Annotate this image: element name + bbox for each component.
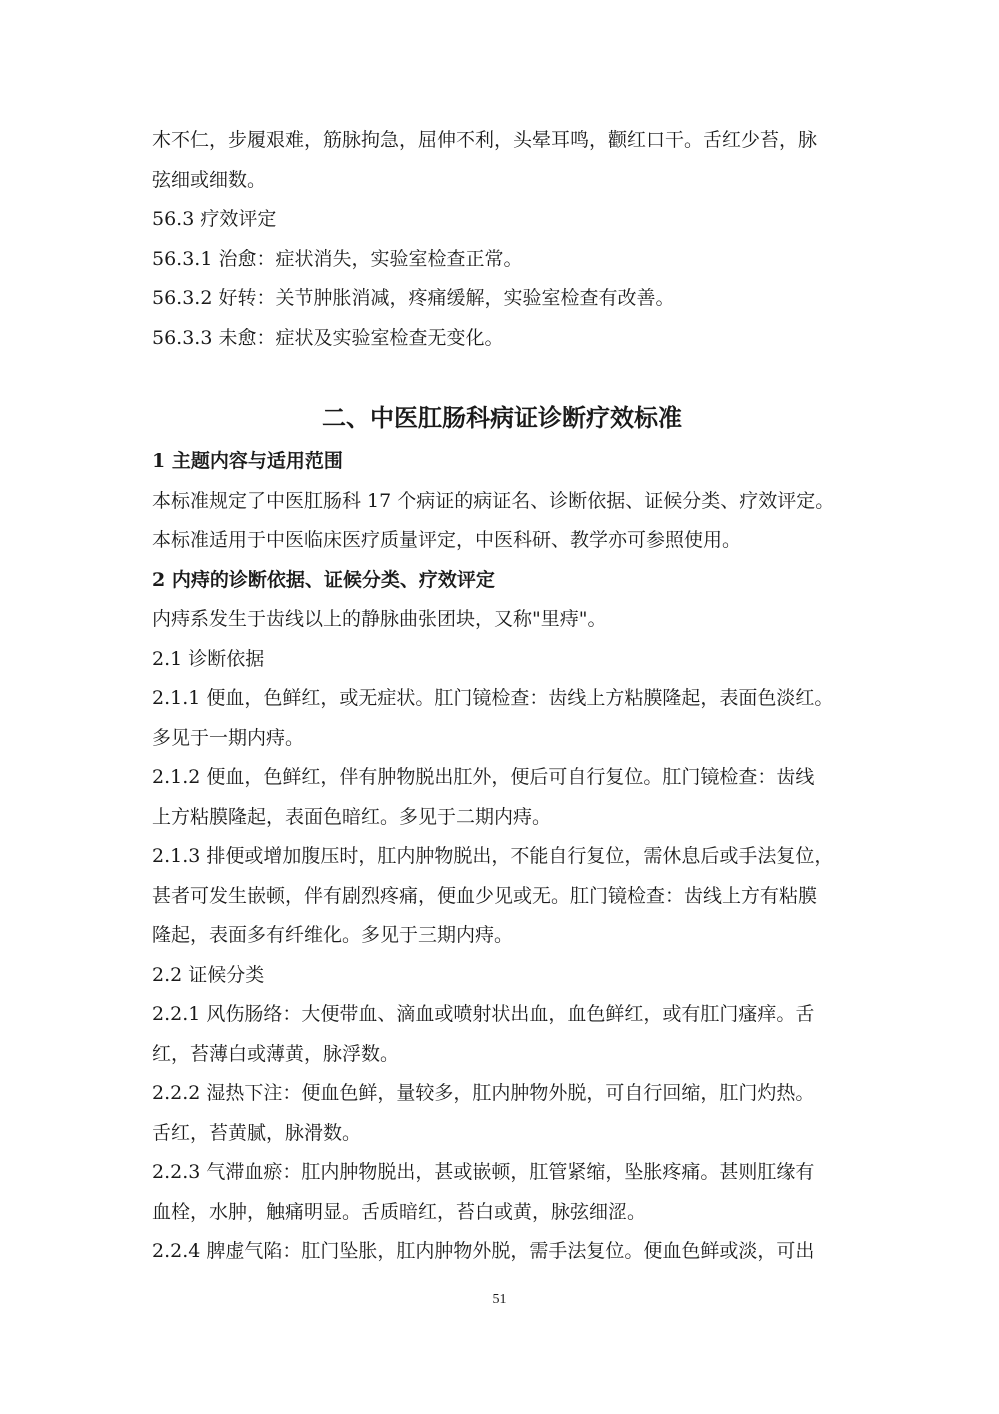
paragraph-line: 56.3.1 治愈：症状消失，实验室检查正常。 [152,247,523,270]
paragraph-line: 木不仁，步履艰难，筋脉拘急，屈伸不利，头晕耳鸣，颧红口干。舌红少苔，脉 [152,129,818,151]
paragraph-line: 多见于一期内痔。 [152,726,305,749]
paragraph-line: 弦细或细数。 [152,168,267,191]
paragraph-line: 上方粘膜隆起，表面色暗红。多见于二期内痔。 [152,805,552,828]
paragraph-line: 56.3.2 好转：关节肿胀消减，疼痛缓解，实验室检查有改善。 [152,287,675,309]
paragraph-line: 血栓，水肿，触痛明显。舌质暗红，苔白或黄，脉弦细涩。 [152,1200,647,1223]
paragraph-line: 本标准适用于中医临床医疗质量评定，中医科研、教学亦可参照使用。 [152,529,742,551]
paragraph-line: 2.2.3 气滞血瘀：肛内肿物脱出，甚或嵌顿，肛管紧缩，坠胀疼痛。甚则肛缘有 [152,1161,815,1183]
section-heading: 1 主题内容与适用范围 [152,450,343,472]
top-section [152,121,852,358]
subsection-heading: 2.2 证候分类 [152,963,265,986]
paragraph-line: 2.1.3 排便或增加腹压时，肛内肿物脱出，不能自行复位，需休息后或手法复位， [152,845,834,867]
section-heading: 2 内痔的诊断依据、证候分类、疗效评定 [152,568,495,591]
paragraph-line: 本标准规定了中医肛肠科 17 个病证的病证名、诊断依据、证候分类、疗效评定。 [152,489,835,512]
section-2 [152,561,852,1272]
paragraph-line: 内痔系发生于齿线以上的静脉曲张团块，又称"里痔"。 [152,608,607,630]
paragraph-line: 56.3.3 未愈：症状及实验室检查无变化。 [152,326,504,349]
paragraph-line: 红，苔薄白或薄黄，脉浮数。 [152,1042,400,1065]
subsection-heading: 2.1 诊断依据 [152,647,265,670]
paragraph-line: 2.2.2 湿热下注：便血色鲜，量较多，肛内肿物外脱，可自行回缩，肛门灼热。 [152,1082,815,1104]
paragraph-line: 2.2.4 脾虚气陷：肛门坠胀，肛内肿物外脱，需手法复位。便血色鲜或淡，可出 [152,1240,815,1262]
page-content [152,121,852,1272]
paragraph-line: 2.1.1 便血，色鲜红，或无症状。肛门镜检查：齿线上方粘膜隆起，表面色淡红。 [152,687,834,709]
paragraph-line: 2.2.1 风伤肠络：大便带血、滴血或喷射状出血，血色鲜红，或有肛门瘙痒。舌 [152,1003,815,1025]
paragraph-line: 2.1.2 便血，色鲜红，伴有肿物脱出肛外，便后可自行复位。肛门镜检查：齿线 [152,766,815,788]
section-1 [152,442,852,561]
subsection-heading: 56.3 疗效评定 [152,208,277,230]
paragraph-line: 隆起，表面多有纤维化。多见于三期内痔。 [152,924,514,946]
paragraph-line: 甚者可发生嵌顿，伴有剧烈疼痛，便血少见或无。肛门镜检查：齿线上方有粘膜 [152,884,818,907]
paragraph-line: 舌红，苔黄腻，脉滑数。 [152,1121,362,1144]
chapter-title: 二、中医肛肠科病证诊断疗效标准 [322,404,682,432]
page-number: 51 [492,1292,507,1307]
